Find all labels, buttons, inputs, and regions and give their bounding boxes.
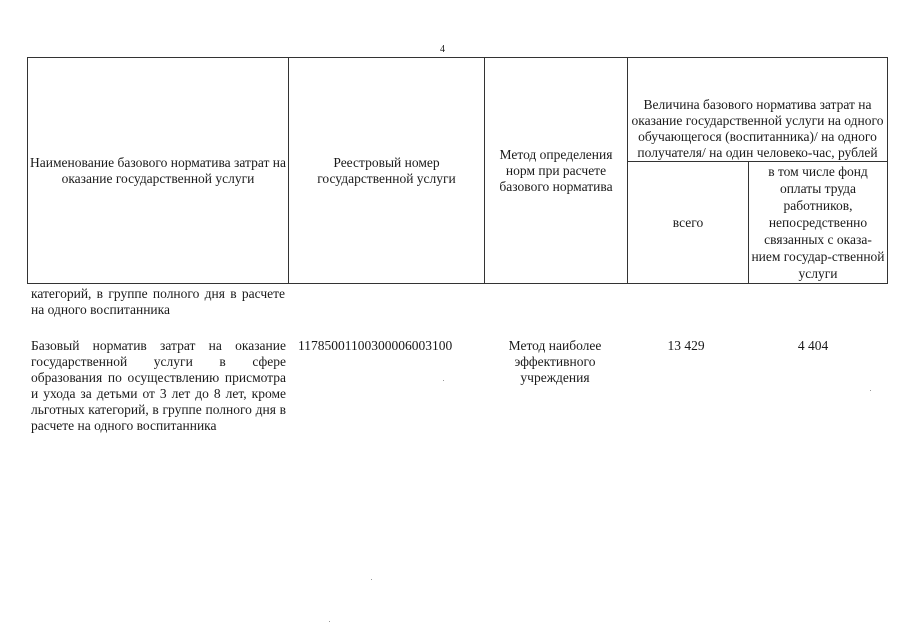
row-total: 13 429 <box>667 338 705 353</box>
header-method-column: Метод определения норм при расчете базового норматива <box>485 58 628 284</box>
page-number: 4 <box>440 44 445 55</box>
header-registry-column: Реестровый номер государственной услуги <box>289 58 485 284</box>
row-including: 4 404 <box>797 338 829 353</box>
scan-speck <box>443 380 444 381</box>
header-name-column: Наименование базового норматива затрат на оказание государственной услуги <box>28 58 289 284</box>
header-including-column: в том числе фонд оплаты труда работников, непосредственно связанных с оказа-нием государ-ственной услуги <box>749 162 888 284</box>
header-total-column: всего <box>628 162 749 284</box>
scan-speck <box>329 621 330 622</box>
scan-speck <box>870 390 871 391</box>
row-registry-number: 11785001100300006003100 <box>298 338 453 353</box>
table-header <box>27 57 888 284</box>
row-name: Базовый норматив затрат на оказание государственной услуги в сфере образования по осуществлению присмотра и ухода за детьми от 3 лет до 8 лет, кроме льготных категорий, в группе полного дня в расчете на одного воспитанника <box>31 338 286 433</box>
scan-speck <box>371 579 372 580</box>
row-method: Метод наиболее эффективного учреждения <box>508 338 602 385</box>
continuation-name: категорий, в группе полного дня в расчете на одного воспитанника <box>31 286 285 317</box>
header-value-group: Величина базового норматива затрат на оказание государственной услуги на одного обучающегося (воспитанника)/ на одного получателя/ на один человеко-час, рублей <box>628 58 888 162</box>
